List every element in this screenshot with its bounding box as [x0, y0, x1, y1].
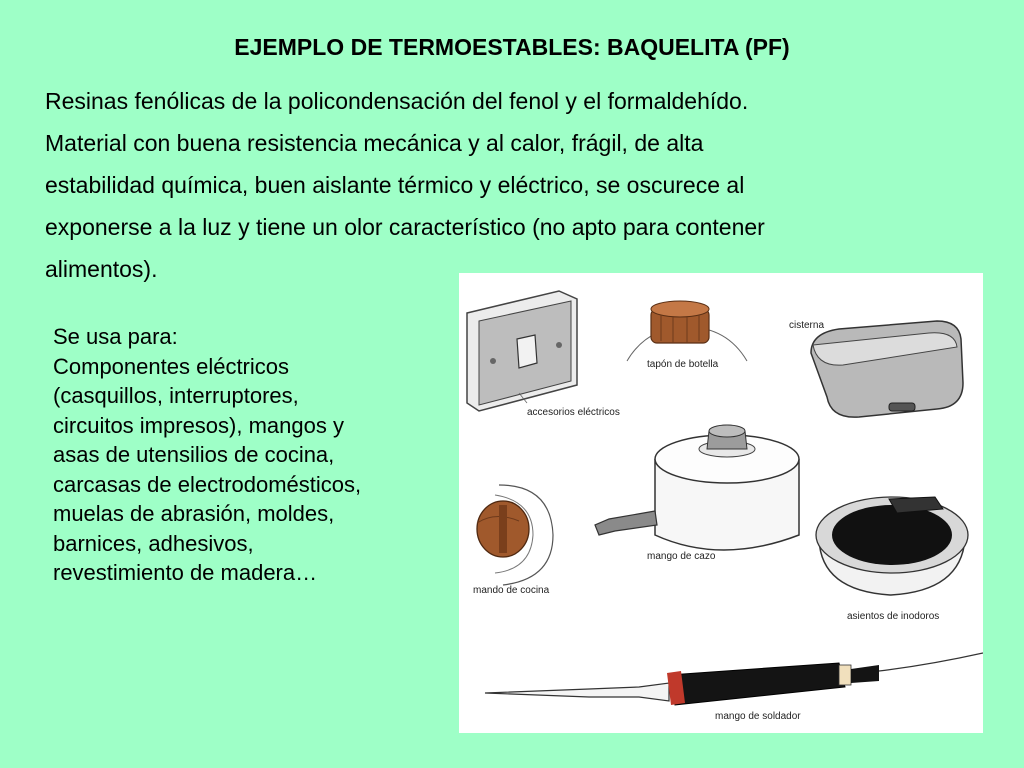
uses-line: (casquillos, interruptores, [53, 383, 299, 408]
uses-heading: Se usa para: [53, 324, 178, 349]
bakelite-products-illustration [459, 273, 983, 733]
uses-line: asas de utensilios de cocina, [53, 442, 335, 467]
uses-line: Componentes eléctricos [53, 353, 290, 379]
intro-line: Material con buena resistencia mecánica y al calor, frágil, de alta [45, 130, 704, 156]
toilet-seat-drawing [816, 497, 968, 595]
light-switch-drawing [467, 291, 577, 411]
cooker-knob-drawing [477, 485, 553, 585]
caption-electrical: accesorios eléctricos [527, 407, 620, 418]
caption-toilet-seat: asientos de inodoros [847, 611, 940, 622]
cistern-drawing [811, 321, 963, 417]
intro-line: alimentos). [45, 256, 158, 282]
caption-pan-handle: mango de cazo [647, 551, 716, 562]
intro-line: Resinas fenólicas de la policondensación del fenol y el formaldehído. [45, 88, 749, 114]
bottle-cap-drawing [627, 301, 747, 361]
caption-bottle-cap: tapón de botella [647, 359, 719, 370]
saucepan-drawing [595, 425, 799, 550]
intro-line: estabilidad química, buen aislante térmico y eléctrico, se oscurece al [45, 172, 745, 198]
uses-line: muelas de abrasión, moldes, [53, 501, 335, 526]
uses-line: barnices, adhesivos, [53, 530, 254, 556]
caption-cistern: cisterna [789, 320, 825, 331]
caption-cooker-knob: mando de cocina [473, 585, 550, 596]
uses-line: circuitos impresos), mangos y [53, 412, 344, 438]
intro-paragraph [45, 80, 1005, 290]
slide-title: EJEMPLO DE TERMOESTABLES: BAQUELITA (PF) [234, 34, 790, 60]
caption-soldering: mango de soldador [715, 711, 801, 722]
uses-list [53, 322, 463, 588]
uses-line: carcasas de electrodomésticos, [53, 471, 362, 497]
uses-line: revestimiento de madera… [53, 560, 318, 585]
intro-line: exponerse a la luz y tiene un olor característico (no apto para contener [45, 214, 765, 240]
soldering-iron-drawing [485, 653, 983, 705]
